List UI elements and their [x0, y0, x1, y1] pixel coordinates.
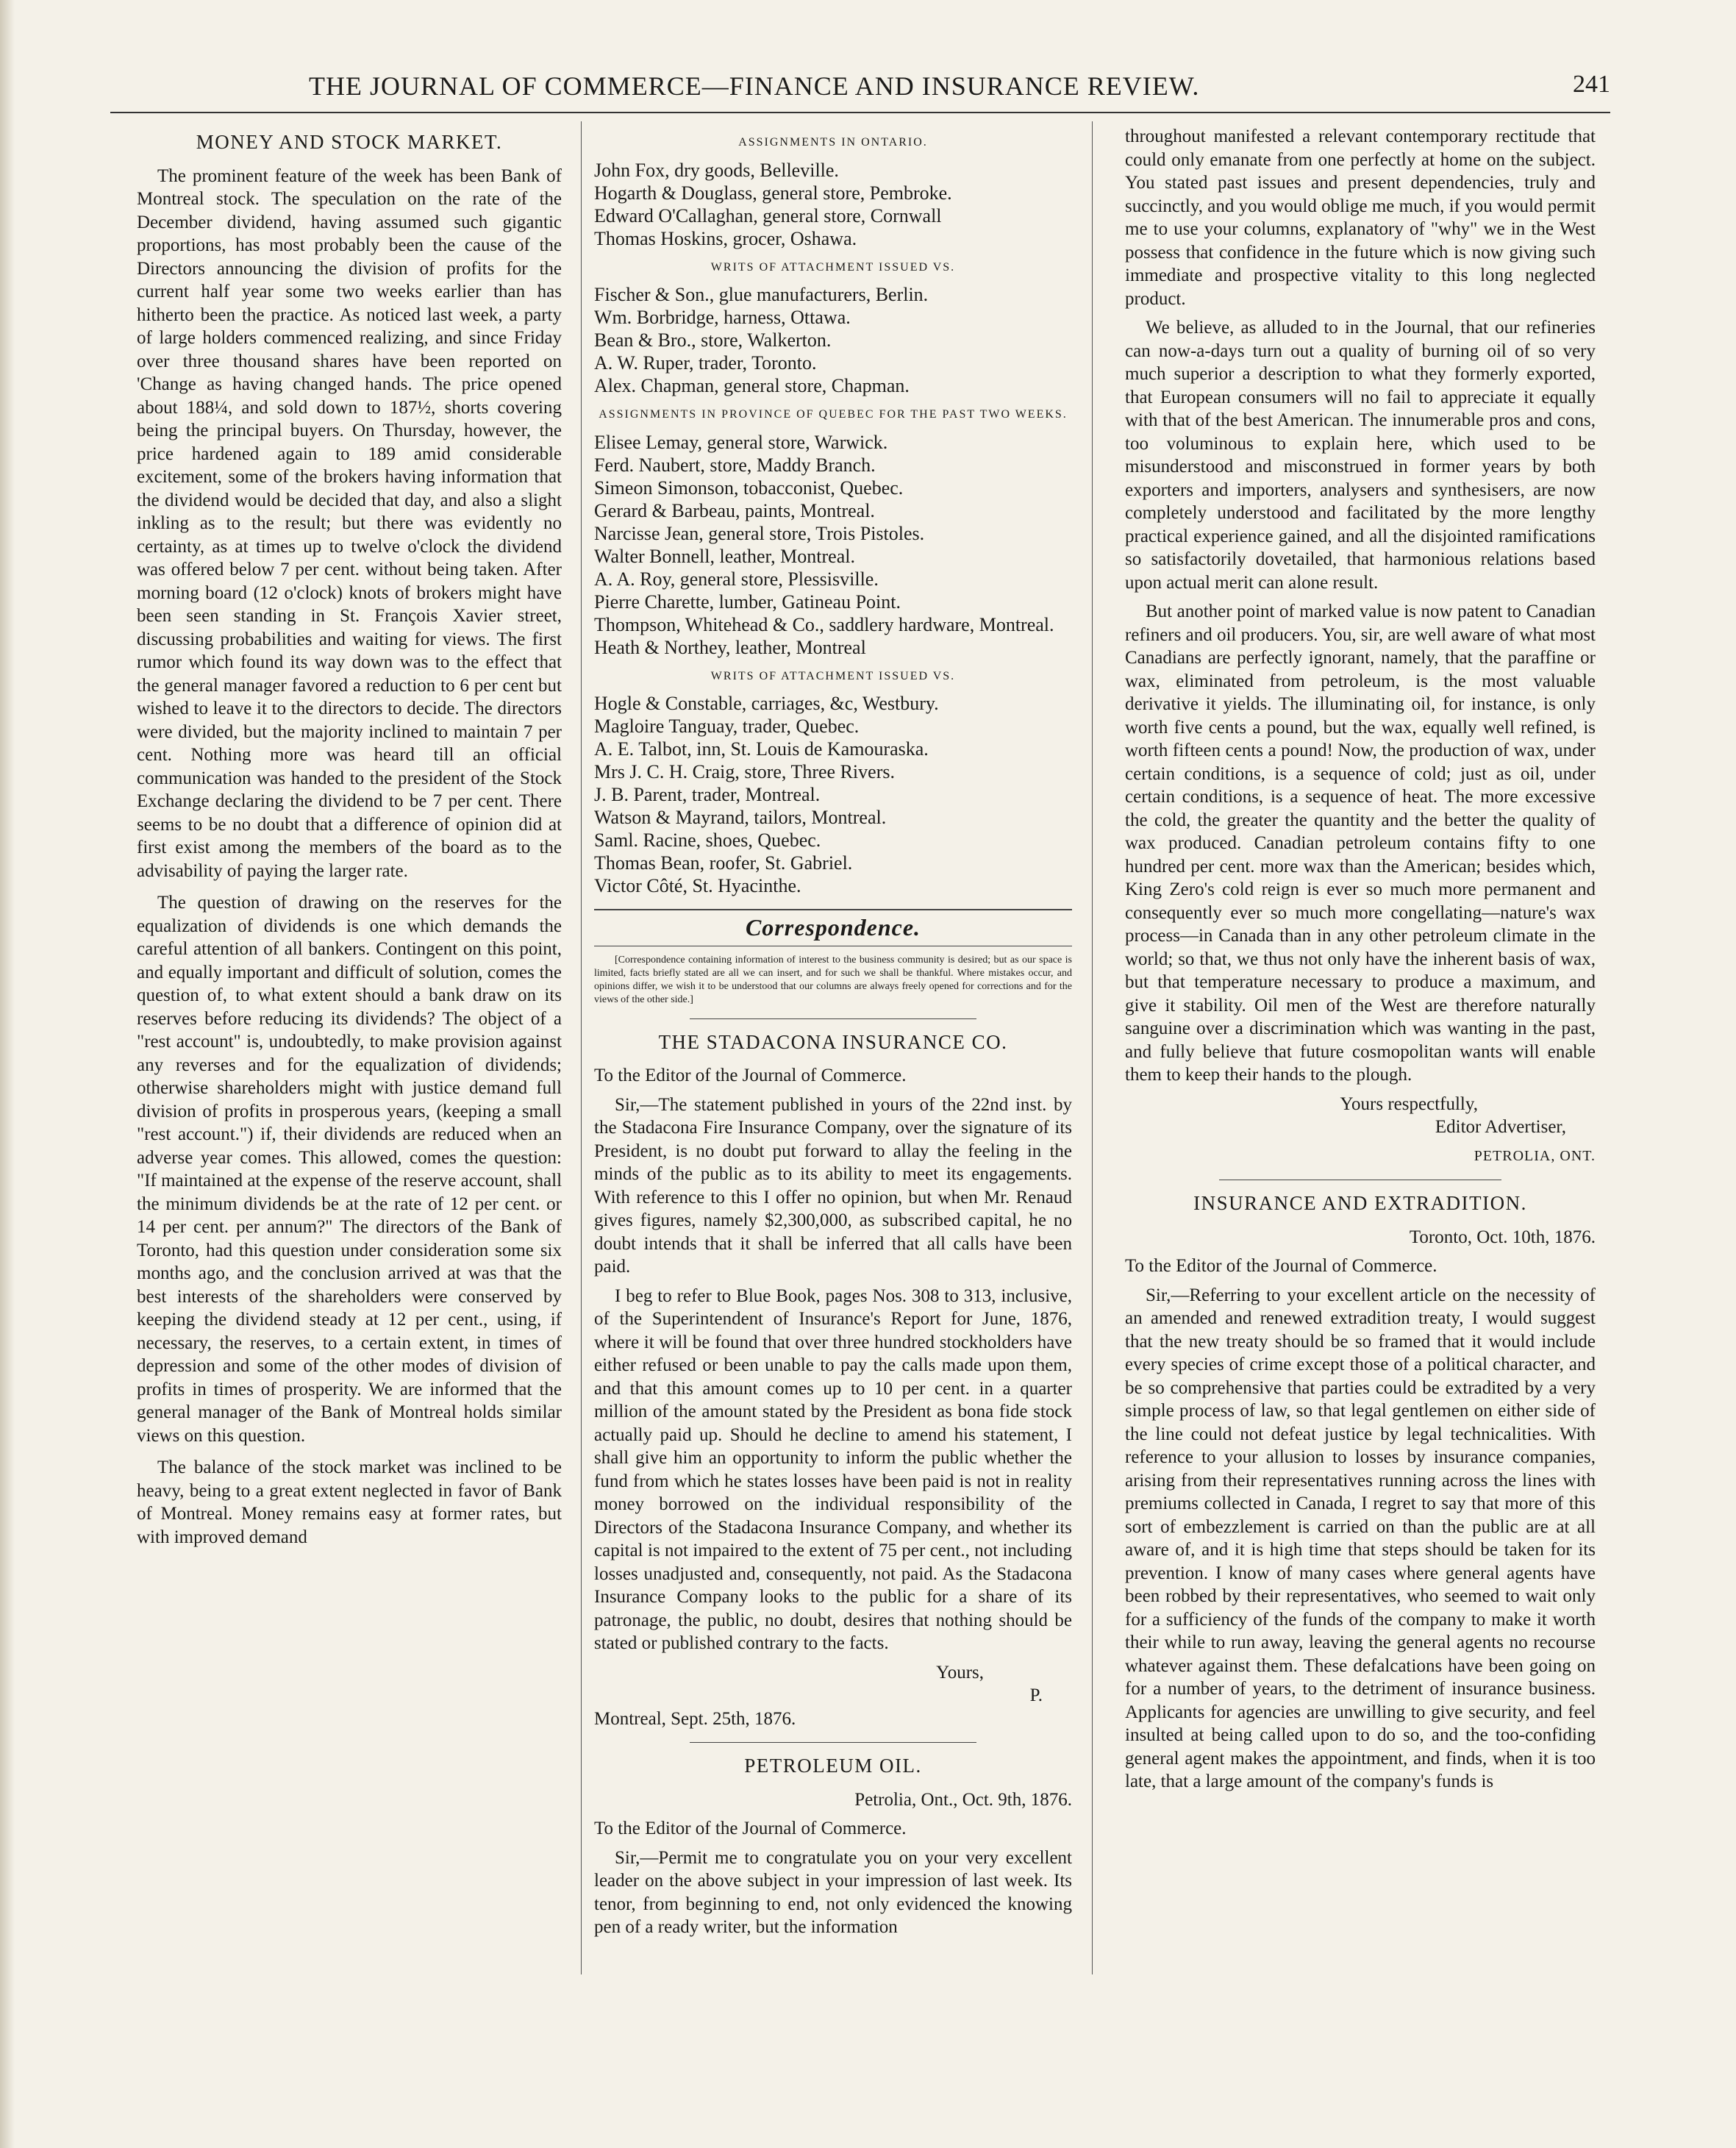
page-header: [110, 71, 1610, 112]
correspondence-note: [Correspondence containing information of interest to the business community is desired; but as our space is limited, facts briefly stated are all we can insert, and for such we shall be thankful. Where mistakes occur, and opinions differ, we wish it to be understood that our columns are always freely opened for corrections and for the views of the other side.]: [594, 954, 1072, 1005]
list-item: Hogarth & Douglass, general store, Pembroke.: [594, 182, 952, 204]
stadacona-letter: [594, 1031, 1072, 1731]
list-item: Alex. Chapman, general store, Chapman.: [594, 375, 910, 396]
column-2: [594, 125, 1072, 1945]
assignments-ontario-heading: ASSIGNMENTS IN ONTARIO.: [738, 136, 928, 149]
extradition-addressee: To the Editor of the Journal of Commerce.: [1125, 1256, 1437, 1276]
list-item: Heath & Northey, leather, Montreal: [594, 636, 866, 658]
list-item: Bean & Bro., store, Walkerton.: [594, 329, 832, 351]
correspondence-heading: Correspondence.: [594, 909, 1072, 946]
petroleum-paragraph-3: We believe, as alluded to in the Journal, that our refineries can now-a-days turn out a quality of burning oil of so very much superior a description to what they formerly exported, that European consumers will no fail to appreciate it equally with that of the best American. The innumerable pros and cons, too voluminous to explain here, which used to be misunderstood and misconstrued in former years by both exporters and importers, analysers and synthesisers, are now completely understood and facilitated by the more lengthy practical experience gained, and all the disjointed ramifications so satisfactorily dovetailed, that harmonious relations based upon actual merit can alone result.: [1125, 318, 1596, 593]
page-fold-shadow: [0, 0, 15, 2148]
list-item: Walter Bonnell, leather, Montreal.: [594, 545, 855, 567]
section-rule: [690, 1018, 976, 1019]
writs-list-1: [594, 283, 1072, 397]
petroleum-title: PETROLEUM OIL.: [744, 1755, 922, 1777]
money-stock-title: MONEY AND STOCK MARKET.: [196, 131, 503, 153]
list-item: Simeon Simonson, tobacconist, Quebec.: [594, 477, 904, 499]
stadacona-title: THE STADACONA INSURANCE CO.: [658, 1030, 1008, 1053]
column-divider-1: [581, 121, 582, 1974]
stadacona-paragraph-1: Sir,—The statement published in yours of the 22nd inst. by the Stadacona Fire Insurance Company, over the signature of its President, is no doubt put forward to allay the feeling in the minds of the public as to its ability to meet its engagements. With reference to this I offer no opinion, but when Mr. Renaud gives figures, namely $2,300,000, as subscribed capital, he no doubt intends that it shall be inferred that all calls have been paid.: [594, 1094, 1072, 1277]
list-item: J. B. Parent, trader, Montreal.: [594, 784, 821, 805]
header-rule: [110, 112, 1610, 113]
assignments-quebec-heading: ASSIGNMENTS IN PROVINCE OF QUEBEC FOR THE PAST TWO WEEKS.: [599, 408, 1068, 421]
journal-title: THE JOURNAL OF COMMERCE—FINANCE AND INSURANCE REVIEW.: [309, 71, 1200, 101]
stadacona-addressee: To the Editor of the Journal of Commerce.: [594, 1066, 907, 1085]
extradition-paragraph-1: Sir,—Referring to your excellent article on the necessity of an amended and renewed extradition treaty, I would suggest that the new treaty should be so framed that it would include every species of crime except those of a political character, and be so comprehensive that parties could be extradited by a very simple process of law, so that legal gentlemen on either side of the line could not defeat justice by legal technicalities. With reference to your allusion to losses by insurance companies, arising from their representatives running across the lines with premiums collected in Canada, I regret to say that more of this sort of embezzlement is carried on than the public are at all aware of, and it is high time that steps should be taken for its prevention. I know of many cases where general agents have been robbed by their representatives, who seemed to wait only for a sufficiency of the funds of the company to make it worth their while to run away, leaving the general agents no recourse whatever against them. These defalcations have been going on for a number of years, to the detriment of insurance business. Applicants for agencies are unwilling to give security, and feel insulted at being called upon to do so, and the too-confiding general agent makes the appointment, and finds, when it is too late, that a large amount of the company's funds is: [1125, 1285, 1596, 1791]
writs-list-2: [594, 692, 1072, 897]
column-divider-2: [1092, 121, 1093, 1974]
money-stock-paragraph-1: The prominent feature of the week has been Bank of Montreal stock. The speculation on the rate of the December dividend, having assumed such gigantic proportions, has most probably been the cause of the Directors announcing the division of profits for the current half year some two weeks earlier than has hitherto been the practice. As noticed last week, a party of large holders commenced realizing, and since Friday over three thousand shares have been reported on 'Change as having changed hands. The price opened about 188¼, and sold down to 187½, shorts covering being the principal buyers. On Thursday, however, the price hardened again to 189 amid considerable excitement, some of the brokers having information that the dividend would be decided that day, and also a slight inkling as to the result; but there was evidently no certainty, as at times up to twelve o'clock the dividend was offered below 7 per cent. without being taken. After morning board (12 o'clock) knots of brokers might have been seen standing in St. François Xavier street, discussing probabilities and waiting for views. The first rumor which found its way down was to the effect that the general manager favored a reduction to 6 per cent but wished to leave it to the directors to decide. The directors were divided, but the majority inclined to maintain 7 per cent. Nothing more was heard till an official communication was handed to the president of the Stock Exchange declaring the dividend to be 7 per cent. There seems to be no doubt that a difference of opinion did at first exist among the members of the board as to the advisability of paying the larger rate.: [137, 165, 562, 881]
assignments-ontario-list: [594, 159, 1072, 250]
money-stock-paragraph-2: The question of drawing on the reserves for the equalization of dividends is one which demands the careful attention of all bankers. Contingent on this point, and equally important and difficult of solution, comes the question of, to what extent should a bank draw on its reserves before reducing its dividends? The object of a "rest account" is, undoubtedly, to make provision against any reverses and for the equalization of dividends; otherwise shareholders might with justice demand full division of profits in prosperous years, (keeping a small "rest account.") if, their dividends are reduced when an adverse year comes. This allowed, comes the question: "If maintained at the expense of the reserve account, shall the minimum dividends be at the rate of 12 per cent. or 14 per cent. per annum?" The directors of the Bank of Toronto, had this question under consideration some six months ago, and the conclusion arrived at was that the best interests of the shareholders were conserved by keeping the dividend steady at 12 per cent., using, if necessary, the reserves, to a certain extent, in times of depression and some of the other modes of division of profits in times of prosperity. We are informed that the general manager of the Bank of Montreal holds similar views on this question.: [137, 893, 562, 1446]
list-item: Pierre Charette, lumber, Gatineau Point.: [594, 590, 901, 613]
list-item: Hogle & Constable, carriages, &c, Westbury.: [594, 693, 939, 714]
petroleum-closing: Yours respectfully,: [1340, 1093, 1478, 1114]
column-3: [1125, 125, 1596, 1799]
list-item: Elisee Lemay, general store, Warwick.: [594, 431, 888, 453]
writs-heading-2: WRITS OF ATTACHMENT ISSUED VS.: [710, 669, 956, 682]
petroleum-letter-continued: [1125, 125, 1596, 1168]
list-item: Mrs J. C. H. Craig, store, Three Rivers.: [594, 761, 895, 782]
list-item: Victor Côté, St. Hyacinthe.: [594, 875, 801, 896]
column-1: [137, 125, 562, 1558]
list-item: Thomas Hoskins, grocer, Oshawa.: [594, 227, 857, 249]
stadacona-paragraph-2: I beg to refer to Blue Book, pages Nos. 308 to 313, inclusive, of the Superintendent of Insurance's Report for June, 1876, where it will be found that over three hundred stockholders have either refused or been unable to pay the calls made upon them, and that this amount comes up to 10 per cent. in a quarter million of the amount stated by the President as bona fide stock actually paid up. Should he decline to amend his statement, I shall give him an opportunity to inform the public whether the fund from which he states losses have been paid is not in reality money borrowed on the individual responsibility of the Directors of the Stadacona Insurance Company, and whether its capital is not impaired to the extent of 75 per cent., not including losses unadjusted and, consequently, not paid. As the Stadacona Insurance Company looks to the public for a share of its patronage, the public, no doubt, desires that nothing should be stated or published contrary to the facts.: [594, 1285, 1072, 1653]
assignments-quebec-list: [594, 431, 1072, 659]
money-stock-paragraph-3: The balance of the stock market was inclined to be heavy, being to a great extent neglected in favor of Bank of Montreal. Money remains easy at former rates, but with improved demand: [137, 1457, 562, 1547]
list-item: A. E. Talbot, inn, St. Louis de Kamouraska.: [594, 738, 929, 760]
petroleum-date: Petrolia, Ont., Oct. 9th, 1876.: [854, 1789, 1072, 1810]
list-item: Ferd. Naubert, store, Maddy Branch.: [594, 454, 876, 476]
petroleum-signature-place: PETROLIA, ONT.: [1474, 1147, 1596, 1164]
petroleum-addressee: To the Editor of the Journal of Commerce.: [594, 1819, 907, 1838]
petroleum-signature-name: Editor Advertiser,: [1435, 1117, 1566, 1137]
petroleum-paragraph-1: Sir,—Permit me to congratulate you on your very excellent leader on the above subject in your impression of last week. Its tenor, from beginning to end, not only evidenced the knowing pen of a ready writer, but the information: [594, 1847, 1072, 1937]
list-item: Edward O'Callaghan, general store, Cornwall: [594, 204, 942, 226]
list-item: John Fox, dry goods, Belleville.: [594, 159, 839, 181]
list-item: Fischer & Son., glue manufacturers, Berlin.: [594, 284, 929, 305]
stadacona-signature: P.: [1029, 1685, 1043, 1705]
extradition-letter: [1125, 1192, 1596, 1794]
stadacona-date: Montreal, Sept. 25th, 1876.: [594, 1708, 796, 1729]
list-item: A. W. Ruper, trader, Toronto.: [594, 352, 817, 374]
page-number: 241: [1573, 71, 1610, 98]
list-item: Wm. Borbridge, harness, Ottawa.: [594, 307, 851, 328]
list-item: Thomas Bean, roofer, St. Gabriel.: [594, 852, 853, 874]
section-rule: [690, 1742, 976, 1743]
petroleum-letter: [594, 1755, 1072, 1939]
extradition-title: INSURANCE AND EXTRADITION.: [1193, 1192, 1527, 1214]
petroleum-paragraph-2: throughout manifested a relevant contemporary rectitude that could only emanate from one perfectly at home on the subject. You stated past issues and present dependencies, truly and succinctly, and you would oblige me much, if you would permit me to use your columns, explanatory of "why" we in the West possess that confidence in the future which is now giving such immediate and prospective vitality to this long neglected product.: [1125, 126, 1596, 309]
writs-heading-1: WRITS OF ATTACHMENT ISSUED VS.: [710, 260, 956, 274]
list-item: Saml. Racine, shoes, Quebec.: [594, 829, 821, 851]
list-item: A. A. Roy, general store, Plessisville.: [594, 568, 879, 590]
petroleum-paragraph-4: But another point of marked value is now patent to Canadian refiners and oil producers. You, sir, are well aware of what most Canadians are perfectly ignorant, namely, that the paraffine or wax, eliminated from petroleum, is the most valuable derivative it yields. The illuminating oil, for instance, is only worth five cents a pound, but the wax, equally well refined, is worth fifteen cents a pound! Now, the production of wax, under certain conditions, is a sequence of cold; just as oil, under certain conditions, is a sequence of heat. The more excessive the cold, the greater the quantity and the better the quality of wax produced. Canadian petroleum contains fifty to one hundred per cent. more wax than the American; besides which, King Zero's cold reign is ever so much more permanent and consequently ever so much more congellating—nature's wax process—in Canada than in any other petroleum climate in the world; so that, we thus not only have the inherent basis of wax, but that temperature necessary to produce a maximum, and give it stability. Oil men of the West are therefore naturally sanguine over a discrimination which was wanting in the past, and fully believe that future cosmopolitan wants will enable them to keep their hands to the plough.: [1125, 602, 1596, 1085]
list-item: Thompson, Whitehead & Co., saddlery hardware, Montreal.: [594, 613, 1054, 635]
stadacona-closing: Yours,: [936, 1662, 984, 1683]
list-item: Magloire Tanguay, trader, Quebec.: [594, 716, 860, 737]
extradition-date: Toronto, Oct. 10th, 1876.: [1409, 1227, 1596, 1247]
list-item: Narcisse Jean, general store, Trois Pistoles.: [594, 522, 925, 544]
list-item: Gerard & Barbeau, paints, Montreal.: [594, 499, 875, 521]
list-item: Watson & Mayrand, tailors, Montreal.: [594, 807, 887, 828]
